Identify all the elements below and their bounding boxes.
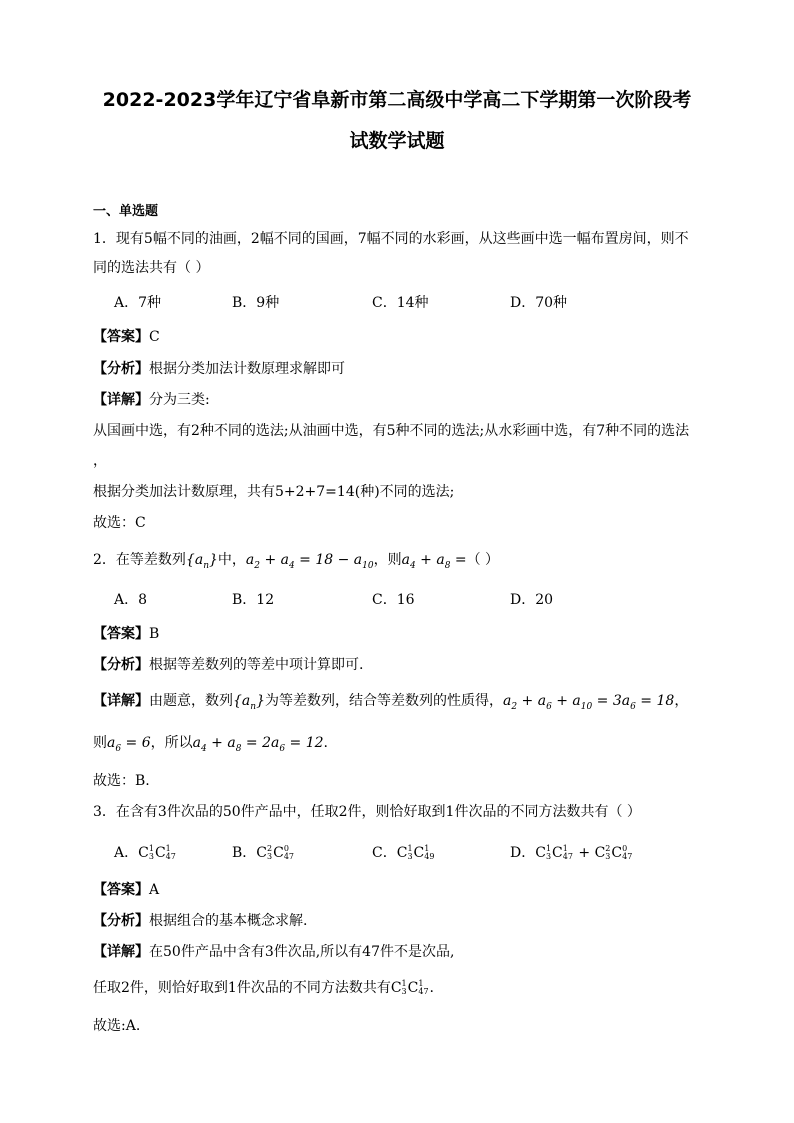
q3-option-d	[510, 845, 633, 861]
q3-option-a-letter: A．	[114, 845, 139, 861]
q2-math-condition: $a_2 + a_4 = 18 - a_{10}$	[245, 552, 374, 571]
q2-stem-b: 中，	[217, 552, 246, 568]
q3-detail-2-end: .	[429, 980, 434, 996]
q3-option-a	[114, 845, 177, 861]
q1-analysis	[93, 362, 345, 376]
q3-option-d-math: C 1 3 C 1 47 + C 2 3 C 0 47	[535, 844, 633, 861]
doc-title-line-1: 2022-2023学年辽宁省阜新市第二高级中学高二下学期第一次阶段考	[102, 89, 692, 111]
q3-stem: 3．在含有3件次品的50件产品中，任取2件，则恰好取到1件次品的不同方法数共有（ ）	[93, 804, 641, 820]
q1-analysis-text: 根据分类加法计数原理求解即可	[149, 361, 345, 377]
q2-detail-line-2	[93, 736, 328, 754]
q1-detail-line-2: 根据分类加法计数原理，共有5+2+7=14(种)不同的选法;	[93, 484, 455, 500]
q2-option-d: D．20	[510, 592, 554, 608]
q2-detail-a: 由题意，数列	[149, 693, 233, 709]
q2-detail	[93, 694, 688, 712]
q1-option-b: B．9种	[232, 295, 280, 311]
doc-title-line-2: 试数学试题	[349, 130, 445, 152]
q1-option-d: D．70种	[510, 295, 568, 311]
q1-detail	[93, 393, 210, 407]
q3-analysis	[93, 914, 307, 928]
analysis-tag: 【分析】	[93, 657, 149, 673]
q2-detail-c: ，	[674, 693, 689, 709]
q2-stem-c: ，则	[373, 552, 402, 568]
detail-tag: 【详解】	[93, 392, 149, 408]
answer-tag: 【答案】	[93, 882, 149, 898]
q2-stem-a: 2．在等差数列	[93, 552, 186, 568]
q2-math-seq: $\{a_n\}$	[185, 552, 218, 571]
q3-detail	[93, 945, 454, 959]
q2-analysis-text: 根据等差数列的等差中项计算即可.	[149, 657, 364, 673]
q1-stem-line-1: 1．现有5幅不同的油画，2幅不同的国画，7幅不同的水彩画，从这些画中选一幅布置房间，则不	[93, 231, 689, 247]
q3-option-d-letter: D．	[510, 845, 536, 861]
q2-option-a: A．8	[114, 592, 148, 608]
q2-conclusion: 故选：B.	[93, 773, 150, 789]
q2-line2-b: ，所以	[150, 735, 193, 751]
detail-tag: 【详解】	[93, 944, 149, 960]
q3-conclusion: 故选:A.	[93, 1018, 141, 1034]
q2-option-b: B．12	[232, 592, 275, 608]
q3-analysis-text: 根据组合的基本概念求解.	[149, 913, 308, 929]
q1-answer-value: C	[149, 329, 160, 345]
q1-option-c: C．14种	[372, 295, 429, 311]
analysis-tag: 【分析】	[93, 913, 149, 929]
q2-math-target: $a_4 + a_8$ =	[401, 552, 467, 571]
q2-detail-math-seq: $\{a_n\}$	[233, 693, 265, 712]
detail-tag: 【详解】	[93, 693, 149, 709]
q2-line2-c: .	[323, 735, 328, 751]
q2-detail-b: 为等差数列，结合等差数列的性质得，	[264, 693, 503, 709]
q3-option-b-letter: B．	[232, 845, 257, 861]
q2-detail-math: $a_2 + a_6 + a_{10} = 3a_6 = 18$	[502, 693, 675, 712]
section-heading: 一、单选题	[93, 204, 159, 219]
q2-stem	[93, 553, 499, 571]
q3-detail-math: C 1 3 C 1 47	[390, 979, 429, 996]
q3-option-b	[232, 845, 295, 861]
q3-option-b-math: C 2 3 C 0 47	[256, 844, 295, 861]
q2-option-c: C．16	[372, 592, 415, 608]
q3-detail-2: 任取2件，则恰好取到1件次品的不同方法数共有	[93, 980, 391, 996]
q3-option-c-letter: C．	[372, 845, 397, 861]
q1-detail-lead: 分为三类:	[149, 392, 210, 408]
q3-detail-1: 在50件产品中含有3件次品,所以有47件不是次品,	[149, 944, 455, 960]
q1-option-a: A．7种	[114, 295, 162, 311]
q3-option-a-math: C 1 3 C 1 47	[138, 844, 176, 861]
q3-option-c-math: C 1 3 C 1 49	[396, 844, 435, 861]
q2-stem-d: （ ）	[466, 552, 500, 568]
q3-answer-value: A	[149, 882, 160, 898]
q1-conclusion: 故选：C	[93, 515, 146, 531]
q2-math-a6: $a_6 = 6$	[107, 735, 151, 754]
q3-answer	[93, 883, 159, 897]
analysis-tag: 【分析】	[93, 361, 149, 377]
q3-detail-line-2	[93, 980, 434, 996]
q1-detail-line-1b: ，	[93, 453, 107, 469]
q3-option-c	[372, 845, 435, 861]
q2-answer-value: B	[149, 626, 160, 642]
q2-analysis	[93, 658, 363, 672]
q1-detail-line-1: 从国画中选，有2种不同的选法;从油画中选，有5种不同的选法;从水彩画中选，有7种不同的选法	[93, 423, 690, 439]
q2-line2-a: 则	[93, 735, 107, 751]
q2-answer	[93, 627, 159, 641]
q1-answer	[93, 330, 160, 344]
q2-math-result: $a_4 + a_8 = 2a_6 = 12$	[192, 735, 324, 754]
answer-tag: 【答案】	[93, 626, 149, 642]
answer-tag: 【答案】	[93, 329, 149, 345]
q1-stem-line-2: 同的选法共有（ ）	[93, 260, 210, 276]
